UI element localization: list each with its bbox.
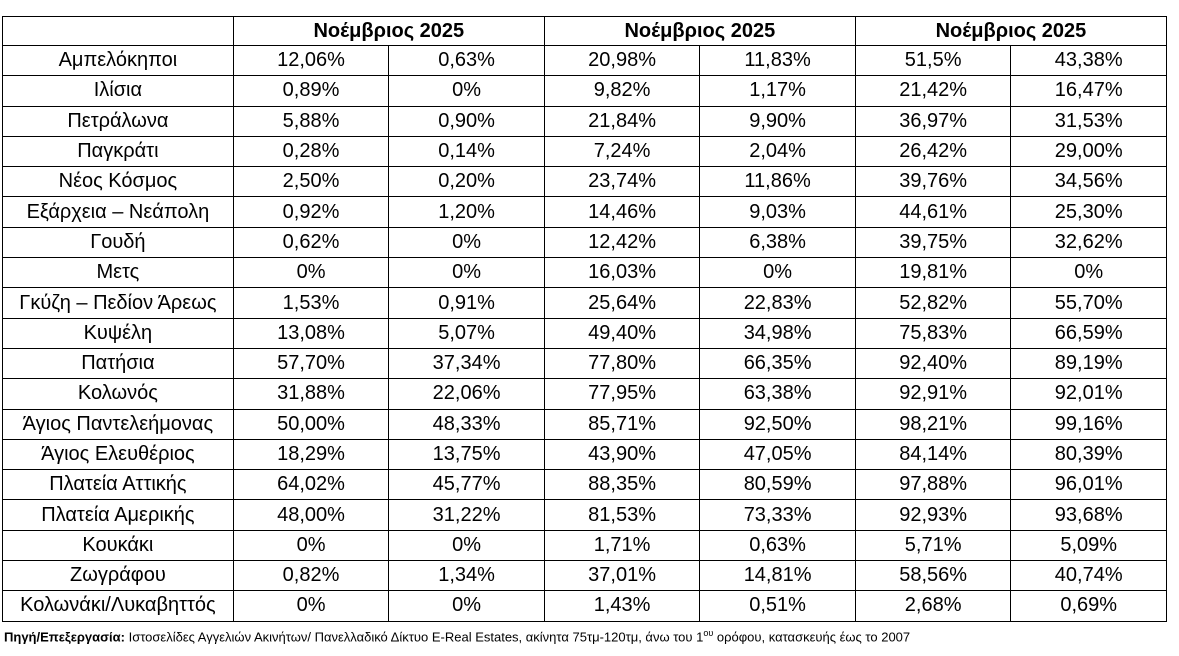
value-cell: 5,71%	[855, 530, 1011, 560]
table-row	[3, 167, 1167, 197]
area-name-cell: Γκύζη – Πεδίον Άρεως	[3, 288, 234, 318]
area-name-cell: Νέος Κόσμος	[3, 167, 234, 197]
value-cell: 19,81%	[855, 258, 1011, 288]
value-cell: 75,83%	[855, 318, 1011, 348]
value-cell: 31,22%	[389, 500, 545, 530]
value-cell: 47,05%	[700, 439, 856, 469]
value-cell: 0,69%	[1011, 591, 1167, 621]
area-name-cell: Ιλίσια	[3, 76, 234, 106]
value-cell: 0,62%	[233, 227, 389, 257]
value-cell: 1,43%	[544, 591, 700, 621]
area-name-cell: Παγκράτι	[3, 136, 234, 166]
header-group-2: Νοέμβριος 2025	[544, 17, 855, 46]
value-cell: 49,40%	[544, 318, 700, 348]
table-row	[3, 561, 1167, 591]
value-cell: 55,70%	[1011, 288, 1167, 318]
value-cell: 43,38%	[1011, 46, 1167, 76]
area-name-cell: Κολωνός	[3, 379, 234, 409]
value-cell: 93,68%	[1011, 500, 1167, 530]
value-cell: 34,98%	[700, 318, 856, 348]
value-cell: 99,16%	[1011, 409, 1167, 439]
value-cell: 5,09%	[1011, 530, 1167, 560]
value-cell: 43,90%	[544, 439, 700, 469]
value-cell: 88,35%	[544, 470, 700, 500]
value-cell: 66,59%	[1011, 318, 1167, 348]
value-cell: 0%	[389, 76, 545, 106]
value-cell: 22,83%	[700, 288, 856, 318]
value-cell: 52,82%	[855, 288, 1011, 318]
value-cell: 21,84%	[544, 106, 700, 136]
area-name-cell: Ζωγράφου	[3, 561, 234, 591]
area-name-cell: Πετράλωνα	[3, 106, 234, 136]
value-cell: 18,29%	[233, 439, 389, 469]
value-cell: 25,64%	[544, 288, 700, 318]
value-cell: 0,20%	[389, 167, 545, 197]
table-row	[3, 470, 1167, 500]
value-cell: 0,14%	[389, 136, 545, 166]
area-name-cell: Εξάρχεια – Νεάπολη	[3, 197, 234, 227]
value-cell: 58,56%	[855, 561, 1011, 591]
header-group-1: Νοέμβριος 2025	[233, 17, 544, 46]
value-cell: 14,46%	[544, 197, 700, 227]
table-row	[3, 530, 1167, 560]
value-cell: 2,68%	[855, 591, 1011, 621]
value-cell: 37,34%	[389, 348, 545, 378]
value-cell: 2,04%	[700, 136, 856, 166]
value-cell: 50,00%	[233, 409, 389, 439]
value-cell: 84,14%	[855, 439, 1011, 469]
value-cell: 36,97%	[855, 106, 1011, 136]
value-cell: 5,07%	[389, 318, 545, 348]
value-cell: 63,38%	[700, 379, 856, 409]
value-cell: 11,86%	[700, 167, 856, 197]
value-cell: 48,33%	[389, 409, 545, 439]
table-row	[3, 500, 1167, 530]
value-cell: 66,35%	[700, 348, 856, 378]
value-cell: 0%	[233, 591, 389, 621]
value-cell: 1,71%	[544, 530, 700, 560]
table-row	[3, 197, 1167, 227]
value-cell: 14,81%	[700, 561, 856, 591]
value-cell: 0%	[389, 258, 545, 288]
value-cell: 34,56%	[1011, 167, 1167, 197]
value-cell: 0%	[389, 591, 545, 621]
value-cell: 0,51%	[700, 591, 856, 621]
value-cell: 77,80%	[544, 348, 700, 378]
value-cell: 20,98%	[544, 46, 700, 76]
value-cell: 77,95%	[544, 379, 700, 409]
value-cell: 21,42%	[855, 76, 1011, 106]
header-group-3: Νοέμβριος 2025	[855, 17, 1166, 46]
value-cell: 0%	[233, 258, 389, 288]
value-cell: 39,75%	[855, 227, 1011, 257]
value-cell: 92,40%	[855, 348, 1011, 378]
value-cell: 0,28%	[233, 136, 389, 166]
value-cell: 80,39%	[1011, 439, 1167, 469]
table-body	[3, 46, 1167, 622]
area-name-cell: Κυψέλη	[3, 318, 234, 348]
value-cell: 12,42%	[544, 227, 700, 257]
data-table-container	[2, 16, 1167, 622]
header-area-cell	[3, 17, 234, 46]
value-cell: 96,01%	[1011, 470, 1167, 500]
value-cell: 64,02%	[233, 470, 389, 500]
table-row	[3, 227, 1167, 257]
area-name-cell: Πατήσια	[3, 348, 234, 378]
table-row	[3, 318, 1167, 348]
value-cell: 1,17%	[700, 76, 856, 106]
value-cell: 25,30%	[1011, 197, 1167, 227]
value-cell: 92,93%	[855, 500, 1011, 530]
table-row	[3, 136, 1167, 166]
value-cell: 29,00%	[1011, 136, 1167, 166]
value-cell: 80,59%	[700, 470, 856, 500]
value-cell: 0,89%	[233, 76, 389, 106]
value-cell: 0,63%	[389, 46, 545, 76]
source-note	[4, 628, 910, 644]
value-cell: 0,63%	[700, 530, 856, 560]
value-cell: 39,76%	[855, 167, 1011, 197]
value-cell: 32,62%	[1011, 227, 1167, 257]
value-cell: 12,06%	[233, 46, 389, 76]
value-cell: 51,5%	[855, 46, 1011, 76]
vacancy-table	[2, 16, 1167, 622]
table-row	[3, 409, 1167, 439]
source-superscript: ου	[703, 628, 714, 638]
area-name-cell: Κολωνάκι/Λυκαβηττός	[3, 591, 234, 621]
value-cell: 13,75%	[389, 439, 545, 469]
value-cell: 0%	[233, 530, 389, 560]
table-row	[3, 288, 1167, 318]
source-label: Πηγή/Επεξεργασία:	[4, 629, 125, 645]
source-text-end: ορόφου, κατασκευής έως το 2007	[713, 629, 911, 645]
value-cell: 16,47%	[1011, 76, 1167, 106]
value-cell: 45,77%	[389, 470, 545, 500]
value-cell: 92,50%	[700, 409, 856, 439]
area-name-cell: Μετς	[3, 258, 234, 288]
value-cell: 9,82%	[544, 76, 700, 106]
value-cell: 13,08%	[233, 318, 389, 348]
value-cell: 31,88%	[233, 379, 389, 409]
value-cell: 73,33%	[700, 500, 856, 530]
value-cell: 31,53%	[1011, 106, 1167, 136]
table-row	[3, 106, 1167, 136]
value-cell: 92,01%	[1011, 379, 1167, 409]
value-cell: 26,42%	[855, 136, 1011, 166]
value-cell: 0,82%	[233, 561, 389, 591]
table-row	[3, 379, 1167, 409]
value-cell: 92,91%	[855, 379, 1011, 409]
area-name-cell: Πλατεία Αμερικής	[3, 500, 234, 530]
table-row	[3, 439, 1167, 469]
value-cell: 9,90%	[700, 106, 856, 136]
value-cell: 0,92%	[233, 197, 389, 227]
value-cell: 1,53%	[233, 288, 389, 318]
value-cell: 1,34%	[389, 561, 545, 591]
area-name-cell: Κουκάκι	[3, 530, 234, 560]
value-cell: 0%	[700, 258, 856, 288]
value-cell: 2,50%	[233, 167, 389, 197]
value-cell: 57,70%	[233, 348, 389, 378]
area-name-cell: Άγιος Παντελεήμονας	[3, 409, 234, 439]
table-row	[3, 591, 1167, 621]
value-cell: 11,83%	[700, 46, 856, 76]
value-cell: 97,88%	[855, 470, 1011, 500]
value-cell: 40,74%	[1011, 561, 1167, 591]
value-cell: 0,91%	[389, 288, 545, 318]
area-name-cell: Γουδή	[3, 227, 234, 257]
value-cell: 9,03%	[700, 197, 856, 227]
table-row	[3, 348, 1167, 378]
value-cell: 1,20%	[389, 197, 545, 227]
value-cell: 0%	[389, 227, 545, 257]
area-name-cell: Πλατεία Αττικής	[3, 470, 234, 500]
value-cell: 0%	[389, 530, 545, 560]
area-name-cell: Άγιος Ελευθέριος	[3, 439, 234, 469]
value-cell: 0%	[1011, 258, 1167, 288]
table-row	[3, 76, 1167, 106]
value-cell: 5,88%	[233, 106, 389, 136]
value-cell: 6,38%	[700, 227, 856, 257]
table-row	[3, 258, 1167, 288]
area-name-cell: Αμπελόκηποι	[3, 46, 234, 76]
value-cell: 81,53%	[544, 500, 700, 530]
value-cell: 37,01%	[544, 561, 700, 591]
value-cell: 44,61%	[855, 197, 1011, 227]
table-row	[3, 46, 1167, 76]
value-cell: 0,90%	[389, 106, 545, 136]
value-cell: 89,19%	[1011, 348, 1167, 378]
value-cell: 85,71%	[544, 409, 700, 439]
source-text: Ιστοσελίδες Αγγελιών Ακινήτων/ Πανελλαδικό Δίκτυο E-Real Estates, ακίνητα 75τμ-120τμ, άνω του 1	[124, 629, 704, 645]
value-cell: 48,00%	[233, 500, 389, 530]
value-cell: 7,24%	[544, 136, 700, 166]
header-row	[3, 17, 1167, 46]
value-cell: 22,06%	[389, 379, 545, 409]
value-cell: 23,74%	[544, 167, 700, 197]
value-cell: 16,03%	[544, 258, 700, 288]
value-cell: 98,21%	[855, 409, 1011, 439]
